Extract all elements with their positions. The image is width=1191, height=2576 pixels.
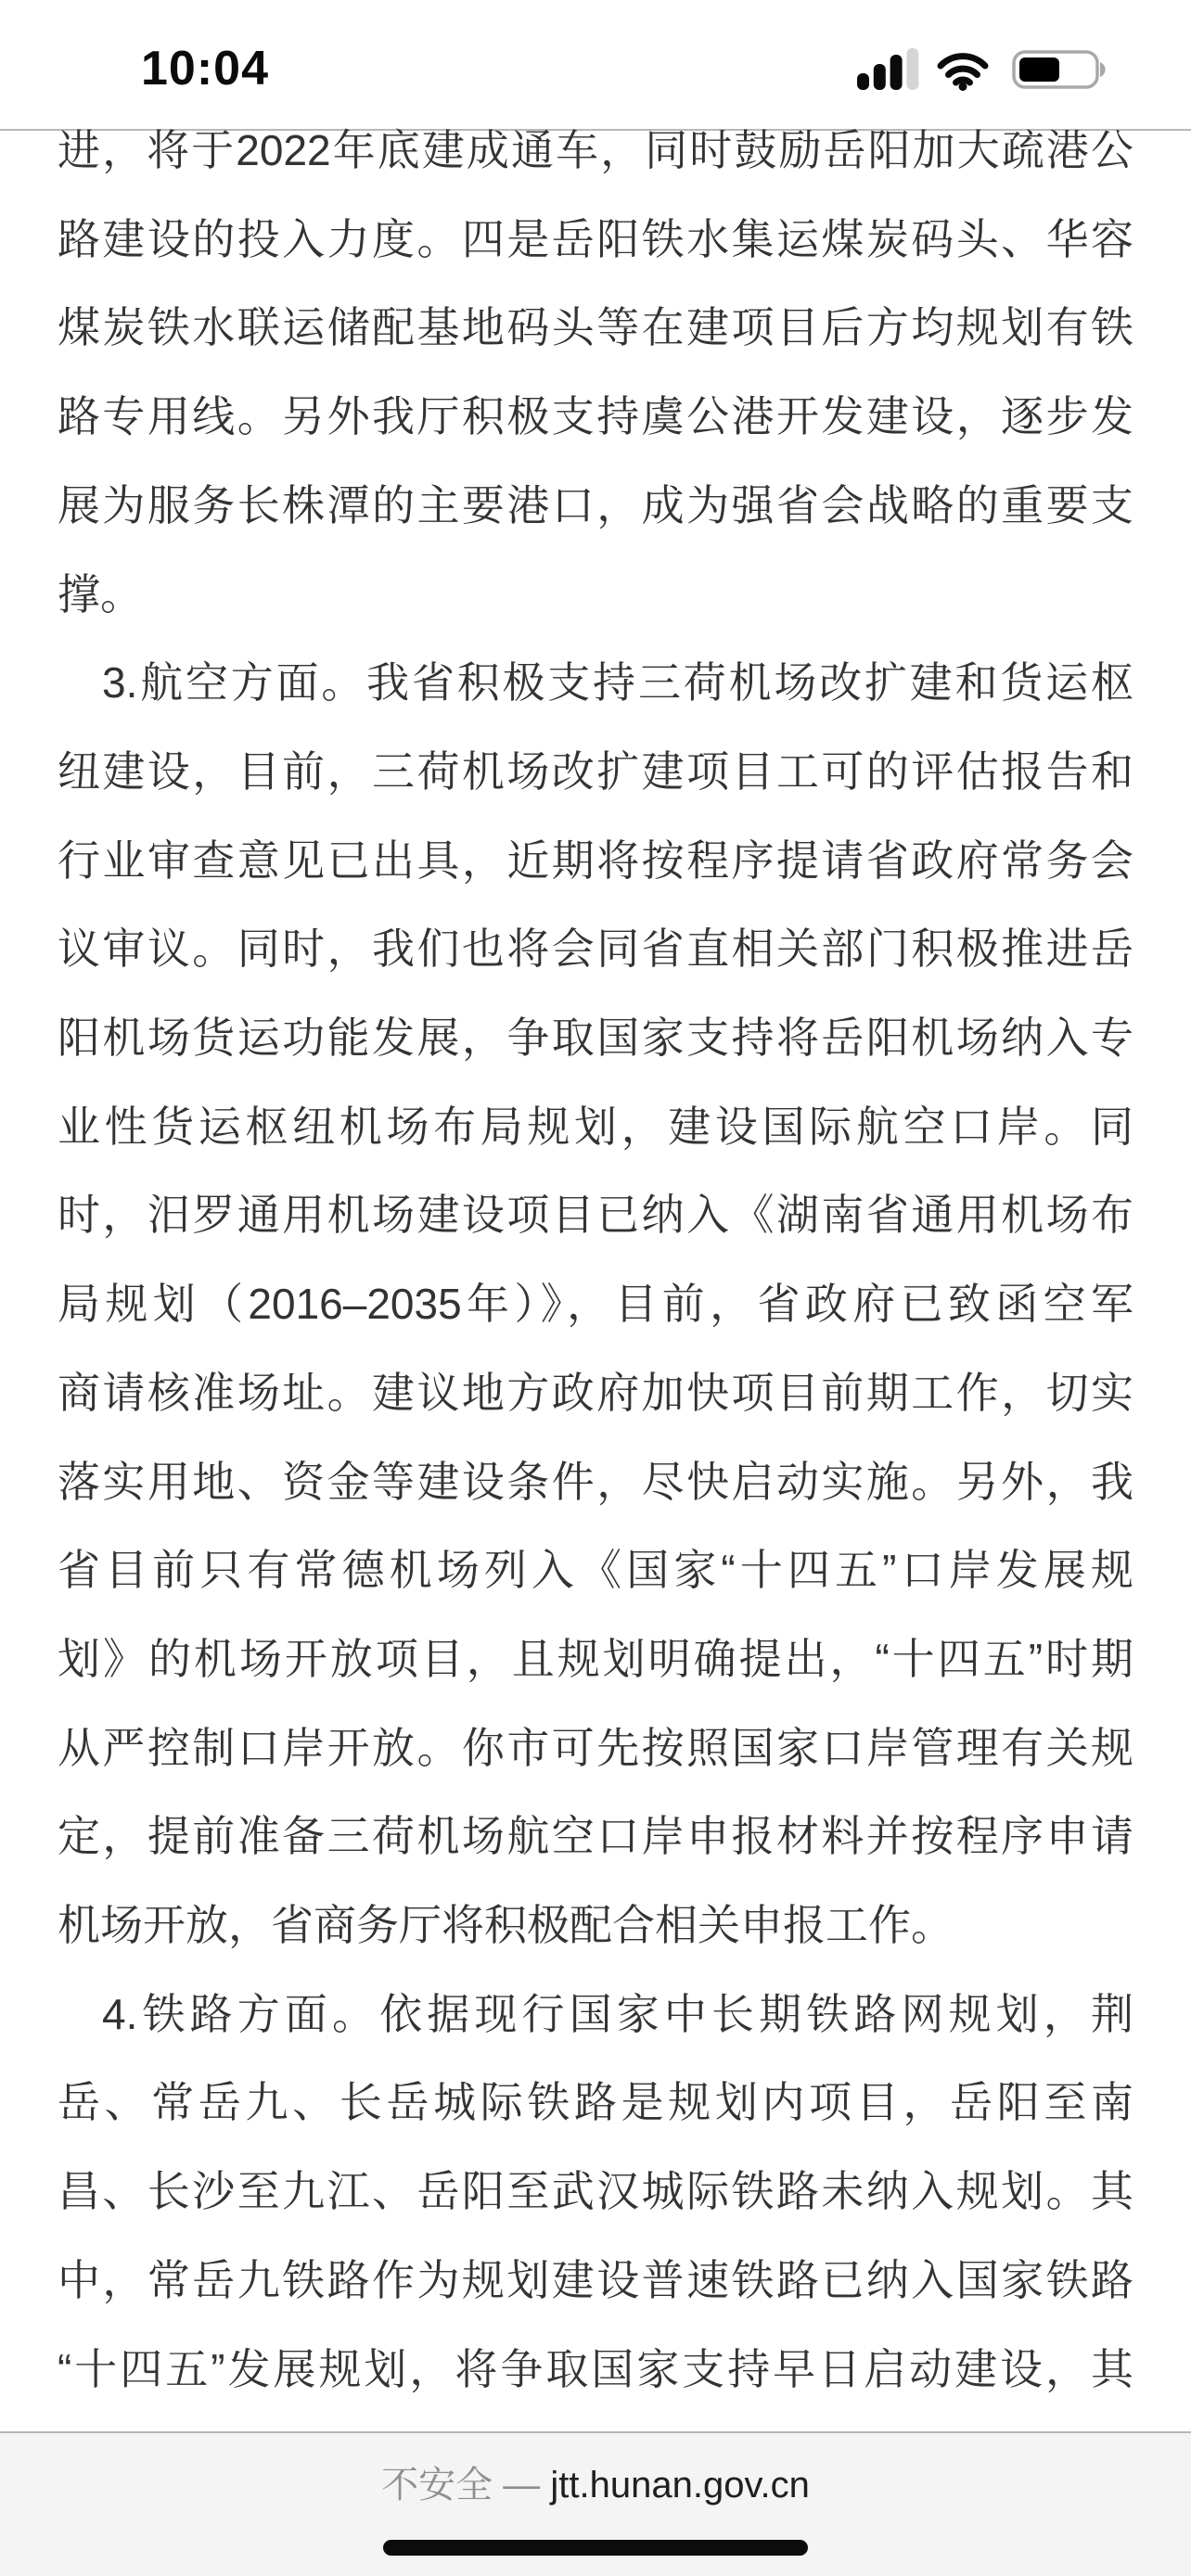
text-line: 昌、长沙至九江、岳阳至武汉城际铁路未纳入规划。其	[58, 2167, 1133, 2216]
text-line: 3.航空方面。我省积极支持三荷机场改扩建和货运枢	[102, 658, 1133, 708]
wifi-icon	[935, 50, 991, 91]
text-line: 议审议。同时，我们也将会同省直相关部门积极推进岳	[58, 925, 1133, 974]
text-line: 撑。	[58, 569, 143, 618]
text-line: 划》的机场开放项目，且规划明确提出，“十四五”时期	[58, 1634, 1133, 1683]
text-line: 从严控制口岸开放。你市可先按照国家口岸管理有关规	[58, 1723, 1133, 1772]
article-text	[58, 107, 1133, 2414]
text-line: “十四五”发展规划，将争取国家支持早日启动建设，其	[58, 2344, 1133, 2393]
text-line: 商请核准场址。建议地方政府加快项目前期工作，切实	[58, 1368, 1133, 1417]
text-line: 省目前只有常德机场列入《国家“十四五”口岸发展规	[58, 1546, 1133, 1595]
status-time: 10:04	[141, 42, 269, 96]
text-line: 业性货运枢纽机场布局规划，建设国际航空口岸。同	[58, 1102, 1133, 1151]
text-line: 进，将于2022年底建成通车，同时鼓励岳阳加大疏港公	[58, 126, 1133, 174]
text-line: 纽建设，目前，三荷机场改扩建项目工可的评估报告和	[58, 746, 1133, 796]
text-line: 定，提前准备三荷机场航空口岸申报材料并按程序申请	[58, 1812, 1133, 1861]
not-secure-label: 不安全 —	[381, 2465, 541, 2506]
text-line: 行业审查意见已出具，近期将按程序提请省政府常务会	[58, 835, 1133, 885]
cellular-signal-icon	[857, 47, 919, 90]
battery-icon	[1012, 50, 1106, 89]
text-line: 中，常岳九铁路作为规划建设普速铁路已纳入国家铁路	[58, 2255, 1133, 2304]
text-line: 4.铁路方面。依据现行国家中长期铁路网规划，荆	[102, 1989, 1133, 2038]
text-line: 阳机场货运功能发展，争取国家支持将岳阳机场纳入专	[58, 1014, 1133, 1063]
text-line: 路建设的投入力度。四是岳阳铁水集运煤炭码头、华容	[58, 214, 1133, 263]
text-line: 局规划（2016–2035年）》，目前，省政府已致函空军	[58, 1280, 1133, 1329]
text-line: 机场开放，省商务厅将积极配合相关申报工作。	[58, 1901, 954, 1950]
browser-bottom-bar[interactable]	[0, 2431, 1191, 2576]
url-bar[interactable]	[0, 2463, 1191, 2507]
text-line: 岳、常岳九、长岳城际铁路是规划内项目，岳阳至南	[58, 2078, 1133, 2127]
url-domain: jtt.hunan.gov.cn	[550, 2465, 810, 2506]
home-indicator[interactable]	[383, 2540, 808, 2556]
text-line: 煤炭铁水联运储配基地码头等在建项目后方均规划有铁	[58, 303, 1133, 352]
url-separator-dash: —	[503, 2465, 541, 2506]
text-line: 落实用地、资金等建设条件，尽快启动实施。另外，我	[58, 1457, 1133, 1506]
text-line: 展为服务长株潭的主要港口，成为强省会战略的重要支	[58, 480, 1133, 529]
text-line: 路专用线。另外我厅积极支持虞公港开发建设，逐步发	[58, 392, 1133, 441]
text-line: 时，汨罗通用机场建设项目已纳入《湖南省通用机场布	[58, 1191, 1133, 1240]
